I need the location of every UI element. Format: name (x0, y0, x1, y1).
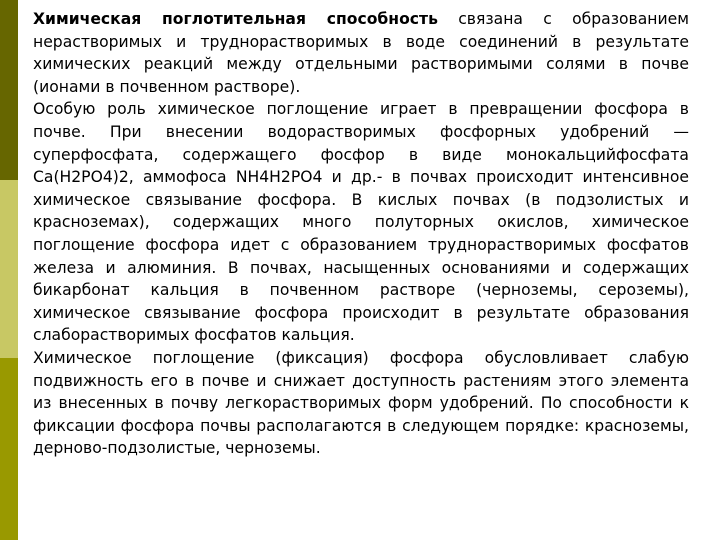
paragraph-text: Особую роль химическое поглощение играет в превращении фосфора в почве. При внесении водорастворимых фосфорных удобрений — суперфосфата, содержащего фосфор в виде монокальцийфосфата Ca(H2PO4)2, аммофоса NH4H2PO4 и др.- в почвах происходит интенсивное химическое связывание фосфора. В кислых почвах (в подзолистых и красноземах), содержащих много полуторных окислов, химическое поглощение фосфора идет с образованием труднорастворимых фосфатов железа и алюминия. В почвах, насыщенных основаниями и содержащих бикарбонат кальция в почвенном растворе (черноземы, сероземы), химическое связывание фосфора происходит в результате образования слаборастворимых фосфатов кальция. (33, 100, 689, 345)
paragraph-fixation (33, 347, 689, 460)
paragraph-definition (33, 8, 689, 98)
paragraph-text: связана с образованием нерастворимых и труднорастворимых в воде соединений в результате химических реакций между отдельными растворимыми солями в почве (ионами в почвенном растворе). (33, 10, 689, 96)
term-heading: Химическая поглотительная способность (33, 10, 438, 28)
decorative-bar-top (0, 0, 18, 180)
decorative-bar-bottom (0, 358, 18, 540)
decorative-bar-middle (0, 180, 18, 358)
paragraph-text: Химическое поглощение (фиксация) фосфора обусловливает слабую подвижность его в почве и снижает доступность растениям этого элемента из внесенных в почву легкорастворимых форм удобрений. По способности к фиксации фосфора почвы располагаются в следующем порядке: красноземы, дерново-подзолистые, черноземы. (33, 348, 689, 458)
slide-body (33, 8, 689, 460)
paragraph-phosphorus (33, 98, 689, 347)
